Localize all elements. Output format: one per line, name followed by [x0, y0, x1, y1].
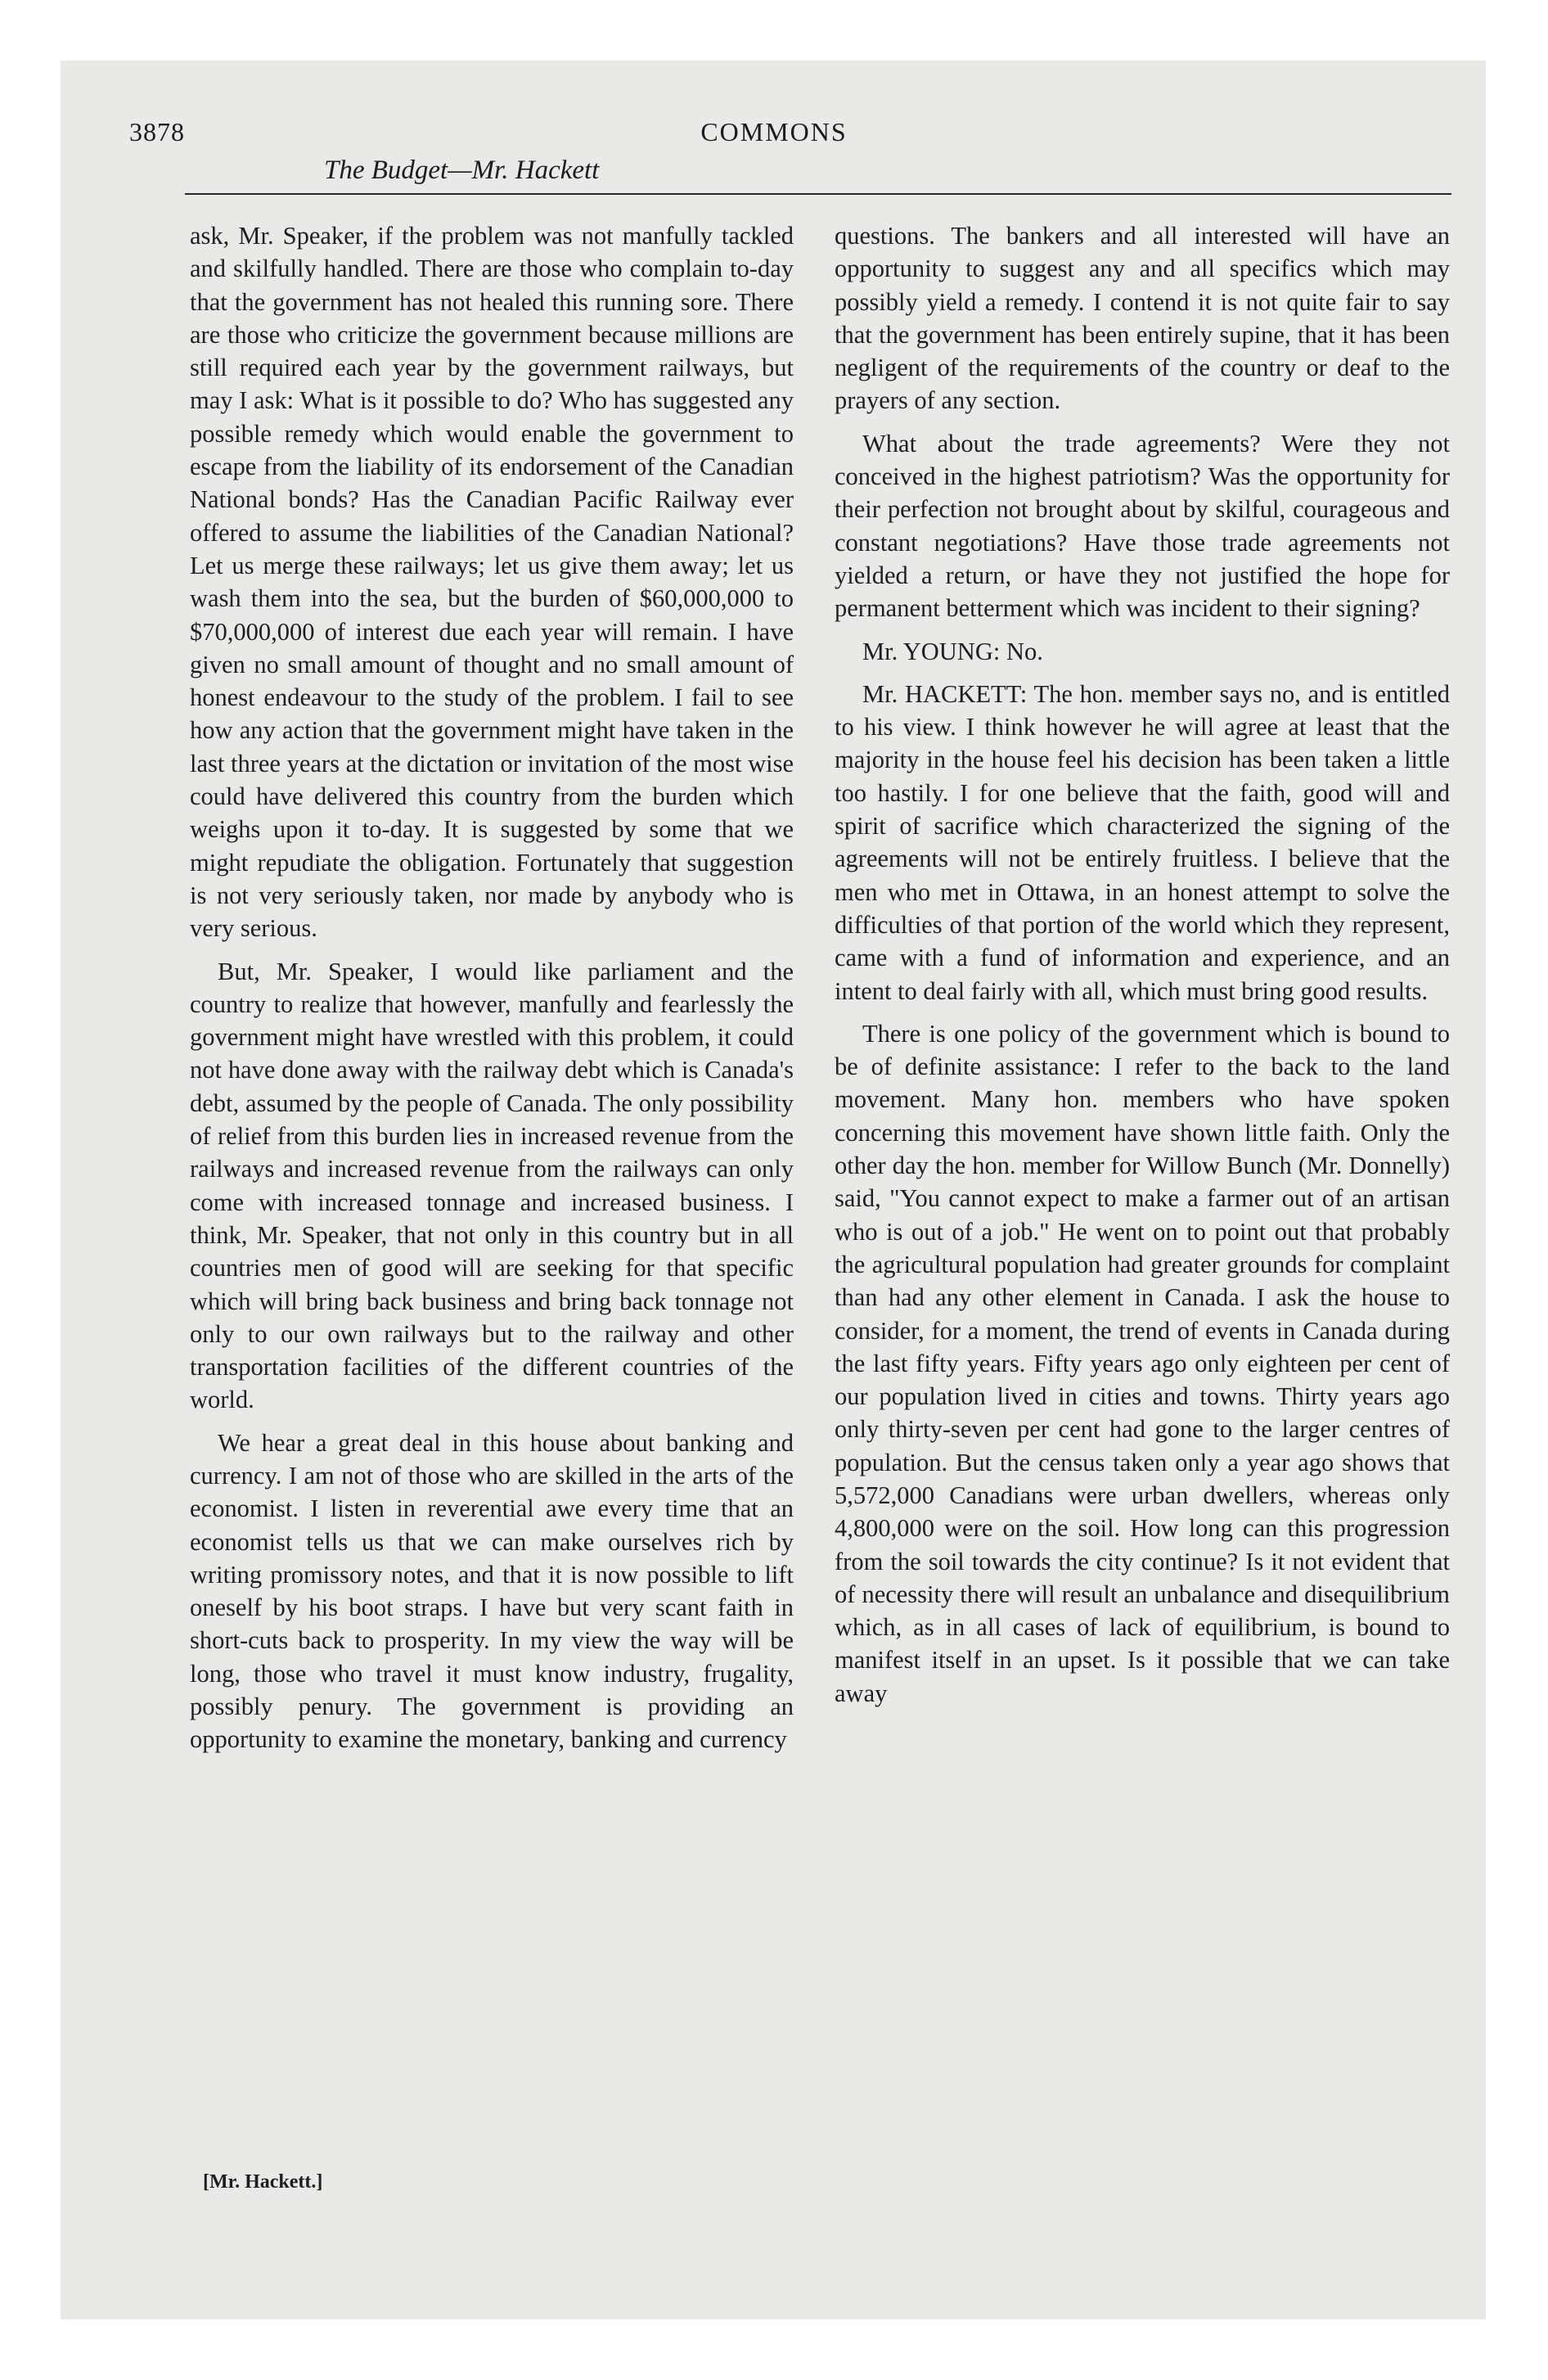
journal-title: COMMONS	[700, 117, 848, 146]
paragraph: What about the trade agreements? Were they not conceived in the highest patriotism? Was the opportunity for their perfection not brought about by skilful, courageous and constant negotiations? Have those trade agreements not yielded a return, or have they not justified the hope for permanent betterment which was incident to their signing?	[835, 429, 1450, 623]
paragraph: We hear a great deal in this house about banking and currency. I am not of those who are skilled in the arts of the economist. I listen in reverential awe every time that an economist tells us that we can make ourselves rich by writing promissory notes, and that it is now possible to lift oneself by his boot straps. I have but very scant faith in short-cuts back to prosperity. In my view the way will be long, those who travel it must know industry, frugality, possibly penury. The government is providing an opportunity to examine the monetary, banking and currency	[190, 1428, 794, 1754]
speaker-line: Mr. YOUNG: No.	[862, 637, 1043, 665]
paragraph: There is one policy of the government which is bound to be of definite assistance: I refer to the back to the land movement. Many hon. members who have spoken concerning this movement have shown little faith. Only the other day the hon. member for Willow Bunch (Mr. Donnelly) said, "You cannot expect to make a farmer out of an artisan who is out of a job." He went on to point out that probably the agricultural population had greater grounds for complaint than had any other element in Canada. I ask the house to consider, for a moment, the trend of events in Canada during the last fifty years. Fifty years ago only eighteen per cent of our population lived in cities and towns. Thirty years ago only thirty-seven per cent had gone to the larger centres of population. But the census taken only a year ago shows that 5,572,000 Canadians were urban dwellers, whereas only 4,800,000 were on the soil. How long can this progression from the soil towards the city continue? Is it not evident that of necessity there will result an unbalance and disequilibrium which, as in all cases of lack of equilibrium, is bound to manifest itself in an upset. Is it possible that we can take away	[835, 1019, 1450, 1707]
paragraph: ask, Mr. Speaker, if the problem was not manfully tackled and skilfully handled. There are those who complain to-day that the government has not healed this running sore. There are those who criticize the government because millions are still required each year by the government railways, but may I ask: What is it possible to do? Who has suggested any possible remedy which would enable the government to escape from the liability of its endorsement of the Canadian National bonds? Has the Canadian Pacific Railway ever offered to assume the liabilities of the Canadian National? Let us merge these railways; let us give them away; let us wash them into the sea, but the burden of $60,000,000 to $70,000,000 of interest due each year will remain. I have given no small amount of thought and no small amount of honest endeavour to the study of the problem. I fail to see how any action that the government might have taken in the last three years at the dictation or invitation of the most wise could have delivered this country from the burden which weighs upon it to-day. It is suggested by some that we might repudiate the obligation. Fortunately that suggestion is not very seriously taken, nor made by anybody who is very serious.	[190, 222, 794, 943]
right-column	[835, 219, 1450, 1720]
paragraph: But, Mr. Speaker, I would like parliament and the country to realize that however, manfully and fearlessly the government might have wrestled with this problem, it could not have done away with the railway debt which is Canada's debt, assumed by the people of Canada. The only possibility of relief from this burden lies in increased revenue from the railways and increased revenue from the railways can only come with increased tonnage and increased business. I think, Mr. Speaker, that not only in this country but in all countries men of good will are seeking for that specific which will bring back business and bring back tonnage not only to our own railways but to the railway and other transportation facilities of the different countries of the world.	[190, 957, 794, 1414]
paragraph: questions. The bankers and all interested will have an opportunity to suggest any and all specifics which may possibly yield a remedy. I contend it is not quite fair to say that the government has been entirely supine, that it has been negligent of the requirements of the country or deaf to the prayers of any section.	[835, 222, 1450, 415]
paragraph: Mr. HACKETT: The hon. member says no, and is entitled to his view. I think however he will agree at least that the majority in the house feel his decision has been taken a little too hastily. I for one believe that the faith, good will and spirit of sacrifice which characterized the signing of the agreements will not be entirely fruitless. I believe that the men who met in Ottawa, in an honest attempt to solve the difficulties of that portion of the world which they represent, came with a fund of information and experience, and an intent to deal fairly with all, which must bring good results.	[835, 679, 1450, 1005]
header-rule	[185, 193, 1451, 195]
speaker-reference: [Mr. Hackett.]	[203, 2171, 323, 2193]
left-column	[190, 219, 794, 1766]
page-number: 3878	[129, 117, 185, 146]
running-head: The Budget—Mr. Hackett	[324, 156, 600, 185]
